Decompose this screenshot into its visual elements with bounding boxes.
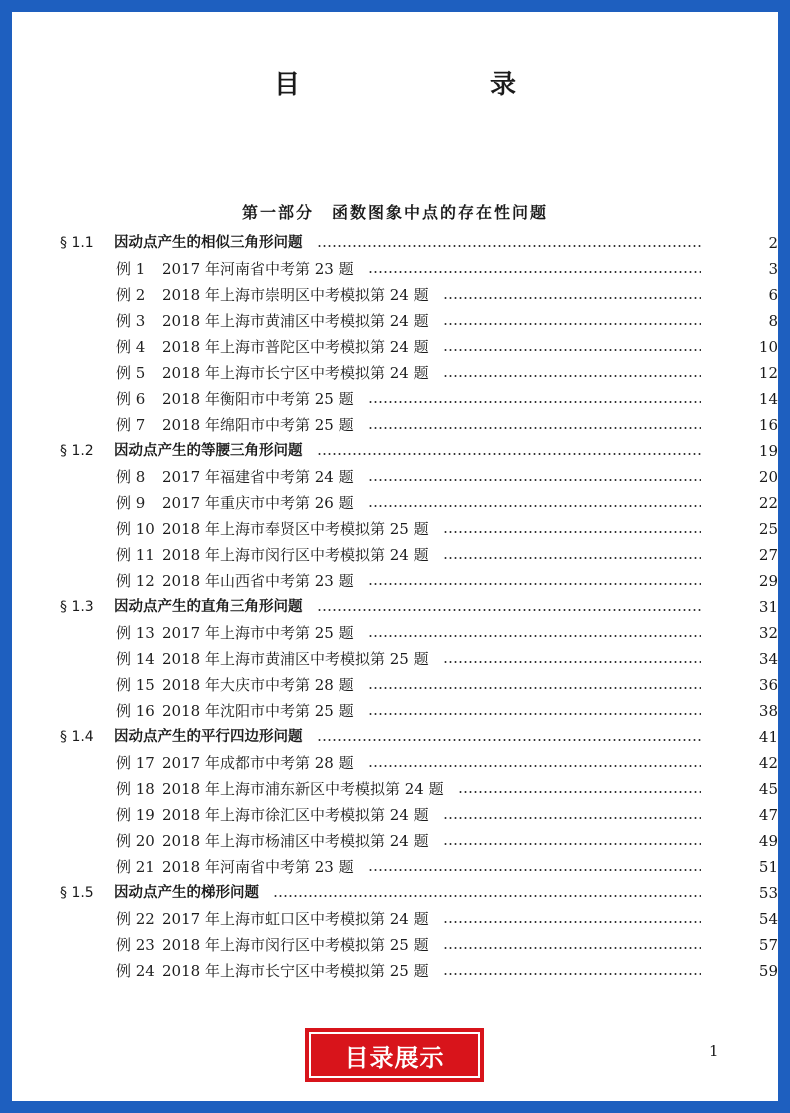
toc-example-row[interactable] xyxy=(12,516,778,542)
page-ref-wrap xyxy=(711,230,778,256)
page-ref-wrap xyxy=(711,802,778,828)
page-ref-wrap xyxy=(711,958,778,984)
page-number: 1 xyxy=(709,1042,719,1060)
page-ref-wrap xyxy=(711,828,778,854)
part-title: 第一部分 函数图象中点的存在性问题 xyxy=(241,203,548,222)
page-ref: 16 xyxy=(758,416,778,434)
toc-example-row[interactable] xyxy=(12,776,778,802)
section-number: § 1.5 xyxy=(60,885,94,901)
page-ref-wrap xyxy=(711,360,778,386)
example-title: 2018 年上海市黄浦区中考模拟第 24 题 xyxy=(162,312,429,330)
toc-example-row[interactable] xyxy=(12,542,778,568)
example-number: 例 19 xyxy=(116,806,155,824)
page-ref-wrap xyxy=(711,568,778,594)
page-ref-wrap xyxy=(711,490,778,516)
dot-leader xyxy=(443,557,701,559)
example-title: 2018 年上海市普陀区中考模拟第 24 题 xyxy=(162,338,429,356)
example-number: 例 2 xyxy=(116,286,146,304)
page-ref: 42 xyxy=(758,754,778,772)
dot-leader xyxy=(368,427,701,429)
page-title: 目 录 xyxy=(273,70,562,100)
dot-leader xyxy=(368,765,701,767)
page-ref-wrap xyxy=(711,464,778,490)
page-ref: 31 xyxy=(758,598,778,616)
toc-example-row[interactable] xyxy=(12,958,778,984)
toc-example-row[interactable] xyxy=(12,282,778,308)
page-ref: 49 xyxy=(758,832,778,850)
dot-leader xyxy=(317,739,702,741)
toc-example-row[interactable] xyxy=(12,646,778,672)
toc-example-row[interactable] xyxy=(12,802,778,828)
example-title: 2018 年上海市黄浦区中考模拟第 25 题 xyxy=(162,650,429,668)
example-number: 例 3 xyxy=(116,312,146,330)
dot-leader xyxy=(443,297,701,299)
toc-example-row[interactable] xyxy=(12,568,778,594)
page-ref: 47 xyxy=(758,806,778,824)
toc-example-row[interactable] xyxy=(12,698,778,724)
example-title: 2017 年河南省中考第 23 题 xyxy=(162,260,354,278)
example-title: 2017 年上海市虹口区中考模拟第 24 题 xyxy=(162,910,429,928)
example-number: 例 8 xyxy=(116,468,146,486)
example-number: 例 5 xyxy=(116,364,146,382)
example-number: 例 20 xyxy=(116,832,155,850)
page-ref: 51 xyxy=(758,858,778,876)
dot-leader xyxy=(443,323,701,325)
example-number: 例 13 xyxy=(116,624,155,642)
page-ref: 41 xyxy=(758,728,778,746)
dot-leader xyxy=(368,687,701,689)
section-number: § 1.2 xyxy=(60,443,94,459)
toc-section-row[interactable] xyxy=(12,594,778,620)
toc-example-row[interactable] xyxy=(12,750,778,776)
toc-example-row[interactable] xyxy=(12,256,778,282)
page-ref: 36 xyxy=(758,676,778,694)
section-title: 因动点产生的相似三角形问题 xyxy=(114,235,303,251)
page-ref: 8 xyxy=(768,312,778,330)
example-number: 例 16 xyxy=(116,702,155,720)
page-ref: 57 xyxy=(758,936,778,954)
dot-leader xyxy=(443,817,701,819)
page-ref: 54 xyxy=(758,910,778,928)
example-number: 例 18 xyxy=(116,780,155,798)
example-number: 例 15 xyxy=(116,676,155,694)
example-title: 2018 年上海市长宁区中考模拟第 25 题 xyxy=(162,962,429,980)
dot-leader xyxy=(368,479,701,481)
dot-leader xyxy=(368,505,701,507)
toc-example-row[interactable] xyxy=(12,932,778,958)
dot-leader xyxy=(443,661,701,663)
toc-section-row[interactable] xyxy=(12,724,778,750)
section-title: 因动点产生的直角三角形问题 xyxy=(114,599,303,615)
dot-leader xyxy=(443,531,701,533)
example-title: 2018 年绵阳市中考第 25 题 xyxy=(162,416,354,434)
document-page xyxy=(12,12,778,1101)
dot-leader xyxy=(273,895,701,897)
dot-leader xyxy=(443,375,701,377)
example-number: 例 24 xyxy=(116,962,155,980)
example-title: 2017 年上海市中考第 25 题 xyxy=(162,624,354,642)
page-ref-wrap xyxy=(711,386,778,412)
page-ref: 34 xyxy=(758,650,778,668)
page-ref: 2 xyxy=(768,234,778,252)
example-number: 例 14 xyxy=(116,650,155,668)
example-number: 例 7 xyxy=(116,416,146,434)
page-ref: 59 xyxy=(758,962,778,980)
toc-example-row[interactable] xyxy=(12,464,778,490)
dot-leader xyxy=(458,791,701,793)
toc-example-row[interactable] xyxy=(12,490,778,516)
toc-example-row[interactable] xyxy=(12,386,778,412)
page-ref-wrap xyxy=(711,620,778,646)
example-title: 2018 年上海市闵行区中考模拟第 24 题 xyxy=(162,546,429,564)
page-ref-wrap xyxy=(711,750,778,776)
toc-example-row[interactable] xyxy=(12,828,778,854)
page-ref-wrap xyxy=(711,880,778,906)
page-ref: 3 xyxy=(768,260,778,278)
toc-section-row[interactable] xyxy=(12,438,778,464)
page-ref-wrap xyxy=(711,542,778,568)
page-ref-wrap xyxy=(711,594,778,620)
example-number: 例 4 xyxy=(116,338,146,356)
toc-example-row[interactable] xyxy=(12,672,778,698)
example-title: 2017 年成都市中考第 28 题 xyxy=(162,754,354,772)
page-ref: 45 xyxy=(758,780,778,798)
page-ref-wrap xyxy=(711,906,778,932)
page-ref: 29 xyxy=(758,572,778,590)
example-number: 例 6 xyxy=(116,390,146,408)
example-title: 2018 年沈阳市中考第 25 题 xyxy=(162,702,354,720)
toc-display-badge[interactable] xyxy=(305,1028,484,1082)
dot-leader xyxy=(443,349,701,351)
section-number: § 1.3 xyxy=(60,599,94,615)
toc-example-row[interactable] xyxy=(12,334,778,360)
page-ref: 6 xyxy=(768,286,778,304)
example-number: 例 11 xyxy=(116,546,155,564)
toc-example-row[interactable] xyxy=(12,308,778,334)
example-title: 2018 年衡阳市中考第 25 题 xyxy=(162,390,354,408)
toc-example-row[interactable] xyxy=(12,854,778,880)
section-title: 因动点产生的等腰三角形问题 xyxy=(114,443,303,459)
example-title: 2018 年山西省中考第 23 题 xyxy=(162,572,354,590)
page-ref: 25 xyxy=(758,520,778,538)
page-ref: 14 xyxy=(758,390,778,408)
page-ref-wrap xyxy=(711,282,778,308)
page-ref: 22 xyxy=(758,494,778,512)
example-number: 例 21 xyxy=(116,858,155,876)
example-number: 例 10 xyxy=(116,520,155,538)
dot-leader xyxy=(368,869,701,871)
example-number: 例 23 xyxy=(116,936,155,954)
page-ref-wrap xyxy=(711,672,778,698)
example-number: 例 9 xyxy=(116,494,146,512)
example-title: 2018 年上海市浦东新区中考模拟第 24 题 xyxy=(162,780,444,798)
dot-leader xyxy=(443,973,701,975)
example-title: 2018 年上海市徐汇区中考模拟第 24 题 xyxy=(162,806,429,824)
page-ref-wrap xyxy=(711,308,778,334)
example-title: 2017 年重庆市中考第 26 题 xyxy=(162,494,354,512)
toc-example-row[interactable] xyxy=(12,906,778,932)
example-title: 2018 年上海市奉贤区中考模拟第 25 题 xyxy=(162,520,429,538)
dot-leader xyxy=(368,635,701,637)
page-ref: 12 xyxy=(758,364,778,382)
page-ref: 19 xyxy=(758,442,778,460)
example-number: 例 1 xyxy=(116,260,146,278)
page-ref-wrap xyxy=(711,334,778,360)
page-ref-wrap xyxy=(711,698,778,724)
toc-section-row[interactable] xyxy=(12,880,778,906)
example-number: 例 17 xyxy=(116,754,155,772)
dot-leader xyxy=(368,713,701,715)
example-title: 2018 年大庆市中考第 28 题 xyxy=(162,676,354,694)
example-title: 2018 年上海市崇明区中考模拟第 24 题 xyxy=(162,286,429,304)
toc-section-row[interactable] xyxy=(12,230,778,256)
example-number: 例 12 xyxy=(116,572,155,590)
example-title: 2018 年上海市闵行区中考模拟第 25 题 xyxy=(162,936,429,954)
page-ref-wrap xyxy=(711,412,778,438)
example-number: 例 22 xyxy=(116,910,155,928)
page-ref-wrap xyxy=(711,646,778,672)
dot-leader xyxy=(443,843,701,845)
dot-leader xyxy=(317,245,702,247)
example-title: 2018 年上海市长宁区中考模拟第 24 题 xyxy=(162,364,429,382)
dot-leader xyxy=(443,947,701,949)
page-ref-wrap xyxy=(711,516,778,542)
page-ref-wrap xyxy=(711,854,778,880)
page-ref: 27 xyxy=(758,546,778,564)
section-number: § 1.4 xyxy=(60,729,94,745)
page-ref-wrap xyxy=(711,724,778,750)
example-title: 2018 年河南省中考第 23 题 xyxy=(162,858,354,876)
dot-leader xyxy=(317,453,702,455)
page-ref: 10 xyxy=(758,338,778,356)
toc-example-row[interactable] xyxy=(12,620,778,646)
dot-leader xyxy=(443,921,701,923)
page-ref-wrap xyxy=(711,256,778,282)
section-number: § 1.1 xyxy=(60,235,94,251)
page-ref-wrap xyxy=(711,438,778,464)
dot-leader xyxy=(317,609,702,611)
page-ref: 38 xyxy=(758,702,778,720)
dot-leader xyxy=(368,583,701,585)
page-ref: 20 xyxy=(758,468,778,486)
page-ref-wrap xyxy=(711,932,778,958)
page-ref: 53 xyxy=(758,884,778,902)
badge-label: 目录展示 xyxy=(309,1032,480,1078)
toc-example-row[interactable] xyxy=(12,360,778,386)
dot-leader xyxy=(368,401,701,403)
toc-example-row[interactable] xyxy=(12,412,778,438)
page-ref-wrap xyxy=(711,776,778,802)
page-ref: 32 xyxy=(758,624,778,642)
dot-leader xyxy=(368,271,701,273)
example-title: 2018 年上海市杨浦区中考模拟第 24 题 xyxy=(162,832,429,850)
example-title: 2017 年福建省中考第 24 题 xyxy=(162,468,354,486)
section-title: 因动点产生的梯形问题 xyxy=(114,885,259,901)
section-title: 因动点产生的平行四边形问题 xyxy=(114,729,303,745)
